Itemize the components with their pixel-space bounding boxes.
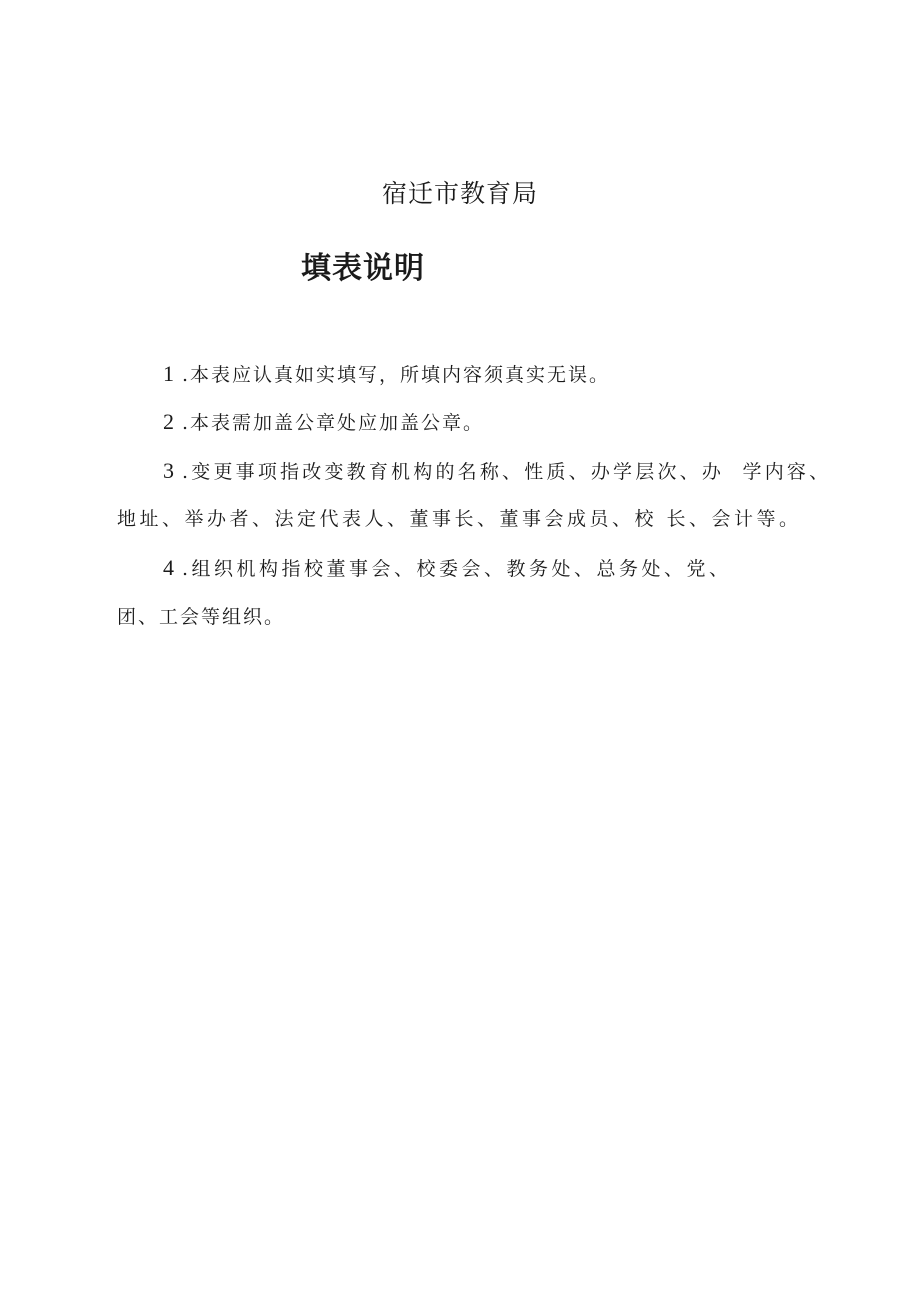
item-text: .变更事项指改变教育机构的名称、性质、办学层次、办 学内容、 — [182, 461, 832, 483]
instruction-item-4 — [163, 555, 732, 582]
item-number: 4 — [163, 555, 174, 580]
item-text: .本表需加盖公章处应加盖公章。 — [182, 412, 485, 434]
item-text: .组织机构指校董事会、校委会、教务处、总务处、党、 — [182, 558, 732, 580]
issuer-name: 宿迁市教育局 — [381, 179, 538, 208]
instruction-item-2 — [163, 409, 484, 436]
item-number: 1 — [163, 361, 174, 386]
instruction-item-3 — [163, 458, 831, 485]
item-number: 2 — [163, 409, 174, 434]
instruction-item-3-continuation: 地址、举办者、法定代表人、董事长、董事会成员、校 长、会计等。 — [117, 508, 802, 530]
item-number: 3 — [163, 458, 174, 483]
instruction-item-4-continuation: 团、工会等组织。 — [117, 606, 286, 628]
page-title: 填表说明 — [301, 251, 425, 286]
instruction-item-1 — [163, 361, 610, 388]
item-text: .本表应认真如实填写，所填内容须真实无误。 — [182, 364, 611, 386]
